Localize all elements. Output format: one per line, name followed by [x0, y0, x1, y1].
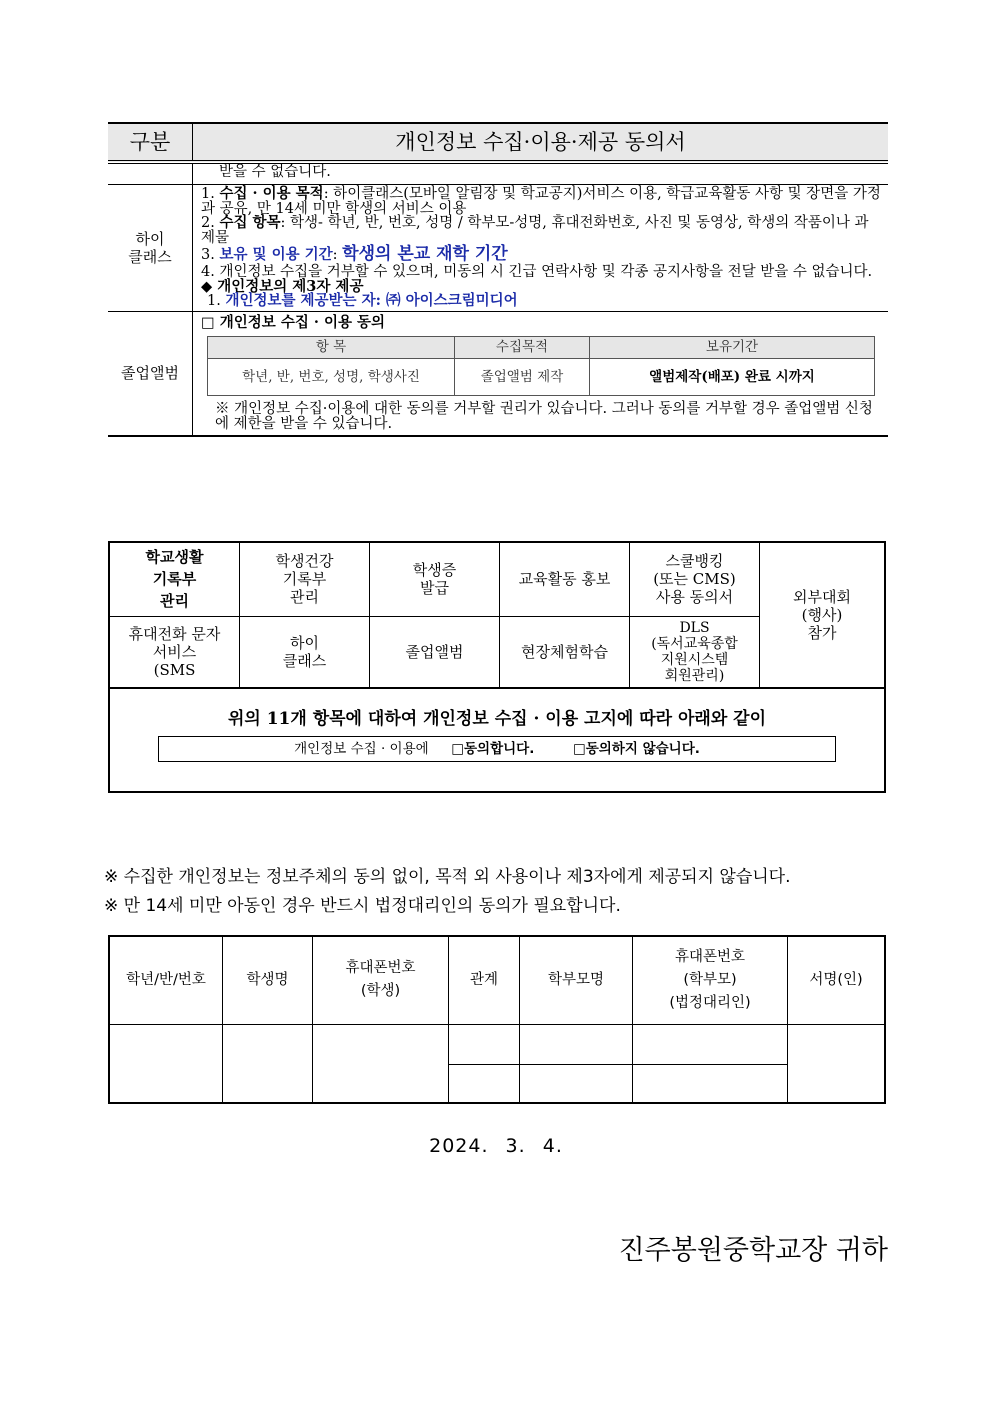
sig-input-parent-phone-1[interactable]: [633, 1024, 788, 1064]
sig-input-parent-name-2[interactable]: [520, 1064, 633, 1103]
agreement-sentence: 위의 11개 항목에 대하여 개인정보 수집 · 이용 고지에 따라 아래와 같이: [227, 709, 767, 729]
hiclass-label: 하이 클래스: [108, 185, 193, 312]
item-student-id: 학생증 발급: [370, 542, 500, 616]
sig-header-student-phone: 휴대폰번호 (학생): [313, 936, 449, 1024]
hiclass-item-2: 2. 수집 항목: 학생- 학년, 반, 번호, 성명 / 학부모-성명, 휴대전화번호, 사진 및 동영상, 학생의 작품이나 과제물: [201, 214, 869, 246]
sig-input-parent-phone-2[interactable]: [633, 1064, 788, 1103]
third-party-item: 1. 개인정보를 제공받는 자: ㈜ 아이스크림미디어: [207, 292, 518, 309]
item-edu-promo: 교육활동 홍보: [500, 542, 630, 616]
addressee: 진주봉원중학교장 귀하: [618, 1235, 888, 1266]
inner-cell-purpose: 졸업앨범 제작: [455, 359, 590, 396]
inner-cell-period: 앨범제작(배포) 완료 시까지: [590, 359, 875, 396]
carryover-text: 받을 수 없습니다.: [193, 162, 889, 185]
sig-header-parent-phone: 휴대폰번호 (학부모) (법정대리인): [633, 936, 788, 1024]
item-field-trip: 현장체험학습: [500, 616, 630, 688]
consent-table-header: [108, 123, 888, 162]
album-row: [108, 311, 888, 436]
inner-header-purpose: 수집목적: [455, 337, 590, 359]
item-sms: 휴대전화 문자 서비스 (SMS: [109, 616, 240, 688]
album-inner-table: [207, 336, 875, 396]
sig-header-parent-name: 학부모명: [520, 936, 633, 1024]
album-title: □ 개인정보 수집 · 이용 동의: [201, 313, 386, 331]
sig-header-relation: 관계: [449, 936, 520, 1024]
hiclass-item-1: 1. 수집 · 이용 목적: 하이클래스(모바일 알림장 및 학교공지)서비스 이용, 학급교육활동 사항 및 장면을 가정과 공유, 만 14세 미만 학생의 서비스 이용: [201, 185, 881, 217]
agree-no-checkbox[interactable]: □동의하지 않습니다.: [572, 741, 700, 757]
item-external-event: 외부대회 (행사) 참가: [760, 542, 886, 688]
header-title: 개인정보 수집·이용·제공 동의서: [193, 123, 889, 162]
sig-input-relation-2[interactable]: [449, 1064, 520, 1103]
item-school-banking: 스쿨뱅킹 (또는 CMS) 사용 동의서: [630, 542, 760, 616]
item-album: 졸업앨범: [370, 616, 500, 688]
hiclass-row: [108, 185, 888, 312]
hiclass-content: [193, 185, 889, 312]
item-hiclass: 하이 클래스: [240, 616, 370, 688]
agree-yes-checkbox[interactable]: □동의합니다.: [451, 741, 535, 757]
hiclass-item-3: 3. 보유 및 이용 기간: 학생의 본교 재학 기간: [201, 244, 508, 264]
note-1: ※ 수집한 개인정보는 정보주체의 동의 없이, 목적 외 사용이나 제3자에게 제공되지 않습니다.: [104, 867, 791, 887]
signature-table: [108, 935, 886, 1104]
agreement-box: [158, 736, 836, 762]
header-category: 구분: [108, 123, 193, 162]
hiclass-item-4: 4. 개인정보 수집을 거부할 수 있으며, 미동의 시 긴급 연락사항 및 각종 공지사항을 전달 받을 수 없습니다.: [201, 264, 873, 280]
carryover-row: [108, 162, 888, 185]
sig-input-relation-1[interactable]: [449, 1024, 520, 1064]
item-dls: DLS (독서교육종합 지원시스템 회원관리): [630, 616, 760, 688]
items-table: [108, 541, 886, 793]
sig-header-grade: 학년/반/번호: [109, 936, 223, 1024]
sig-header-student-name: 학생명: [223, 936, 313, 1024]
sig-input-student-name[interactable]: [223, 1024, 313, 1103]
inner-header-period: 보유기간: [590, 337, 875, 359]
agreement-cell: [109, 688, 885, 792]
inner-header-item: 항 목: [208, 337, 455, 359]
agreement-prefix: 개인정보 수집 · 이용에: [294, 741, 429, 757]
inner-cell-item: 학년, 반, 번호, 성명, 학생사진: [208, 359, 455, 396]
album-note: ※ 개인정보 수집·이용에 대한 동의를 거부할 권리가 있습니다. 그러나 동의를 거부할 경우 졸업앨범 신청에 제한을 받을 수 있습니다.: [215, 401, 873, 432]
consent-table: [108, 122, 888, 437]
sig-input-student-phone[interactable]: [313, 1024, 449, 1103]
sig-input-parent-name-1[interactable]: [520, 1024, 633, 1064]
sig-input-grade[interactable]: [109, 1024, 223, 1103]
third-party-title: ◆ 개인정보의 제3자 제공: [201, 277, 364, 295]
item-health-record: 학생건강 기록부 관리: [240, 542, 370, 616]
sig-input-signature[interactable]: [788, 1024, 886, 1103]
item-school-record: 학교생활 기록부 관리: [109, 542, 240, 616]
document-date: 2024. 3. 4.: [429, 1135, 563, 1157]
note-2: ※ 만 14세 미만 아동인 경우 반드시 법정대리인의 동의가 필요합니다.: [104, 896, 621, 916]
album-label: 졸업앨범: [108, 311, 193, 436]
sig-header-signature: 서명(인): [788, 936, 886, 1024]
album-content: [193, 311, 889, 436]
